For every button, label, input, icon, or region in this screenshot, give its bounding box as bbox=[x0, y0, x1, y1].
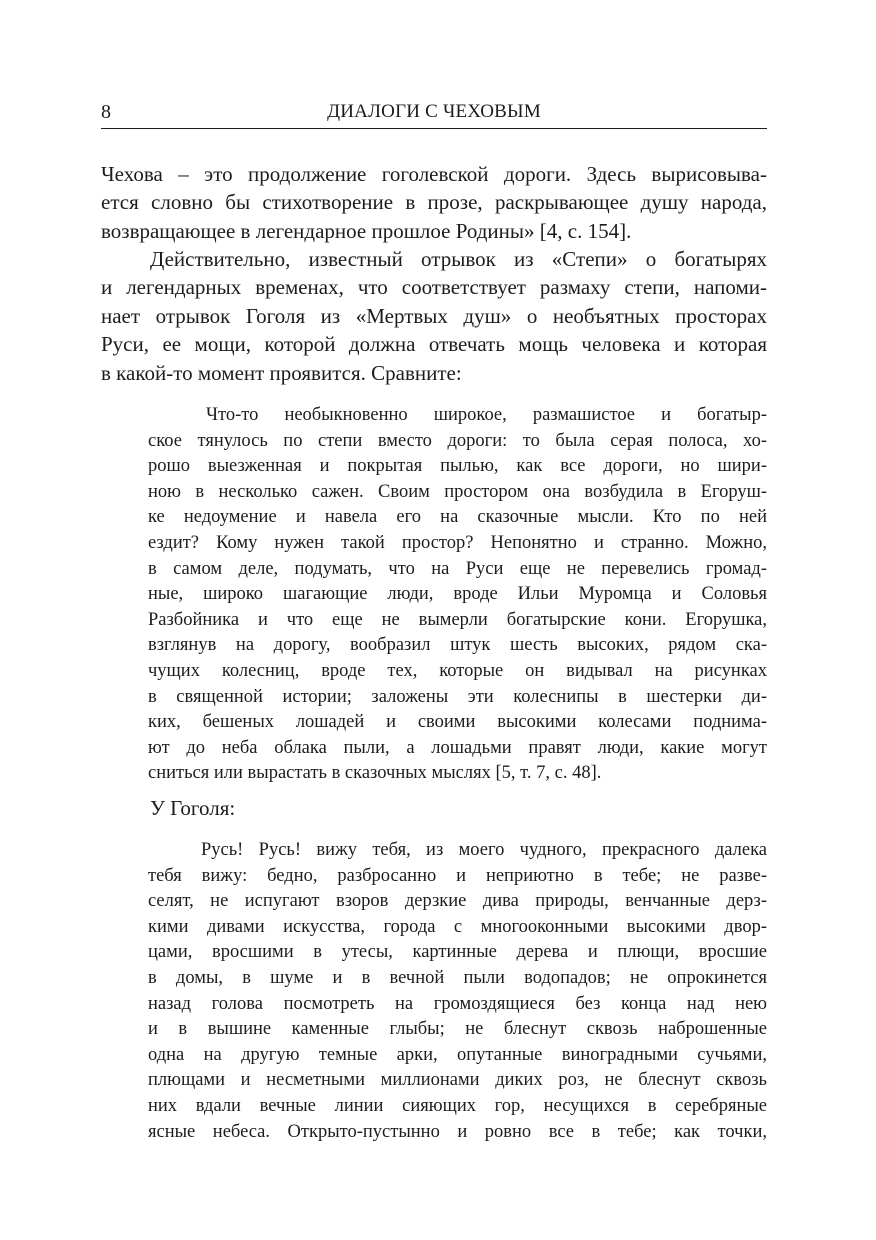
running-title: ДИАЛОГИ С ЧЕХОВЫМ bbox=[327, 101, 541, 122]
paragraph-continuation bbox=[101, 160, 767, 245]
quote-line: взглянув на дорогу, вообразил штук шесть высоких, рядом ска- bbox=[148, 635, 767, 656]
quote-line: них вдали вечные линии сияющих гор, несущихся в серебряные bbox=[148, 1095, 767, 1116]
quote-line: ких, бешеных лошадей и своими высокими колесами поднима- bbox=[148, 712, 767, 733]
text-line: Руси, ее мощи, которой должна отвечать мощь человека и которая bbox=[101, 332, 767, 357]
quote-line: ные, широко шагающие люди, вроде Ильи Муромца и Соловья bbox=[148, 584, 767, 605]
quote-line: плющами и несметными миллионами диких роз, не блеснут сквозь bbox=[148, 1070, 767, 1091]
quote-line: ют до неба облака пыли, а лошадьми правят люди, какие могут bbox=[148, 737, 767, 758]
quote-line: ною в несколько сажен. Своим простором она возбудила в Егоруш- bbox=[148, 481, 767, 502]
text-line: и легендарных временах, что соответствует размаху степи, напоми- bbox=[101, 275, 767, 300]
text-line: в какой-то момент проявится. Сравните: bbox=[101, 360, 462, 385]
quote-line: кими дивами искусства, города с многооконными высокими двор- bbox=[148, 916, 767, 937]
page-number: 8 bbox=[101, 101, 111, 123]
paragraph-gogol-intro bbox=[101, 794, 767, 822]
text-line: Чехова – это продолжение гоголевской дороги. Здесь вырисовыва- bbox=[101, 162, 767, 186]
block-quote-chekhov bbox=[148, 403, 767, 787]
quote-line: в самом деле, подумать, что на Руси еще не перевелись громад- bbox=[148, 558, 767, 579]
quote-line: и в вышине каменные глыбы; не блеснут сквозь наброшенные bbox=[148, 1019, 767, 1040]
quote-line: ясные небеса. Открыто-пустынно и ровно все в тебе; как точки, bbox=[148, 1121, 767, 1142]
quote-line: ке недоумение и навела его на сказочные мысли. Кто по ней bbox=[148, 507, 767, 528]
text-line: нает отрывок Гоголя из «Мертвых душ» о необъятных просторах bbox=[101, 303, 767, 328]
running-header bbox=[101, 97, 767, 127]
quote-line: ездит? Кому нужен такой простор? Непонятно и странно. Можно, bbox=[148, 532, 767, 553]
quote-line: селят, не испугают взоров дерзкие дива природы, венчанные дерз- bbox=[148, 891, 767, 912]
quote-line: чущих колесниц, вроде тех, которые он видывал на рисунках bbox=[148, 660, 767, 681]
paragraph-comparison bbox=[101, 245, 767, 387]
text-line: У Гоголя: bbox=[150, 796, 236, 820]
quote-line: рошо выезженная и покрытая пылью, как все дороги, но шири- bbox=[148, 456, 767, 477]
quote-line: в священной истории; заложены эти колеснипы в шестерки ди- bbox=[148, 686, 767, 707]
quote-line: назад голова посмотреть на громоздящиеся без конца над нею bbox=[148, 993, 767, 1014]
quote-line: сниться или вырастать в сказочных мыслях [5, т. 7, с. 48]. bbox=[148, 763, 602, 784]
quote-line: тебя вижу: бедно, разбросанно и неприютно в тебе; не разве- bbox=[148, 865, 767, 886]
header-rule bbox=[101, 128, 767, 129]
text-line: ется словно бы стихотворение в прозе, раскрывающее душу народа, bbox=[101, 190, 767, 215]
quote-line: Русь! Русь! вижу тебя, из моего чудного, прекрасного далека bbox=[201, 840, 767, 860]
quote-line: Разбойника и что еще не вымерли богатырские кони. Егорушка, bbox=[148, 609, 767, 630]
quote-line: цами, вросшими в утесы, картинные дерева и плющи, вросшие bbox=[148, 942, 767, 963]
block-quote-gogol bbox=[148, 838, 767, 1145]
quote-line: одна на другую темные арки, опутанные виноградными сучьями, bbox=[148, 1044, 767, 1065]
text-line: возвращающее в легендарное прошлое Родины» [4, с. 154]. bbox=[101, 218, 632, 243]
text-line: Действительно, известный отрывок из «Степи» о богатырях bbox=[150, 247, 767, 271]
quote-line: в домы, в шуме и в вечной пыли водопадов; не опрокинется bbox=[148, 967, 767, 988]
quote-line: Что-то необыкновенно широкое, размашистое и богатыр- bbox=[206, 405, 767, 425]
quote-line: ское тянулось по степи вместо дороги: то была серая полоса, хо- bbox=[148, 430, 767, 451]
